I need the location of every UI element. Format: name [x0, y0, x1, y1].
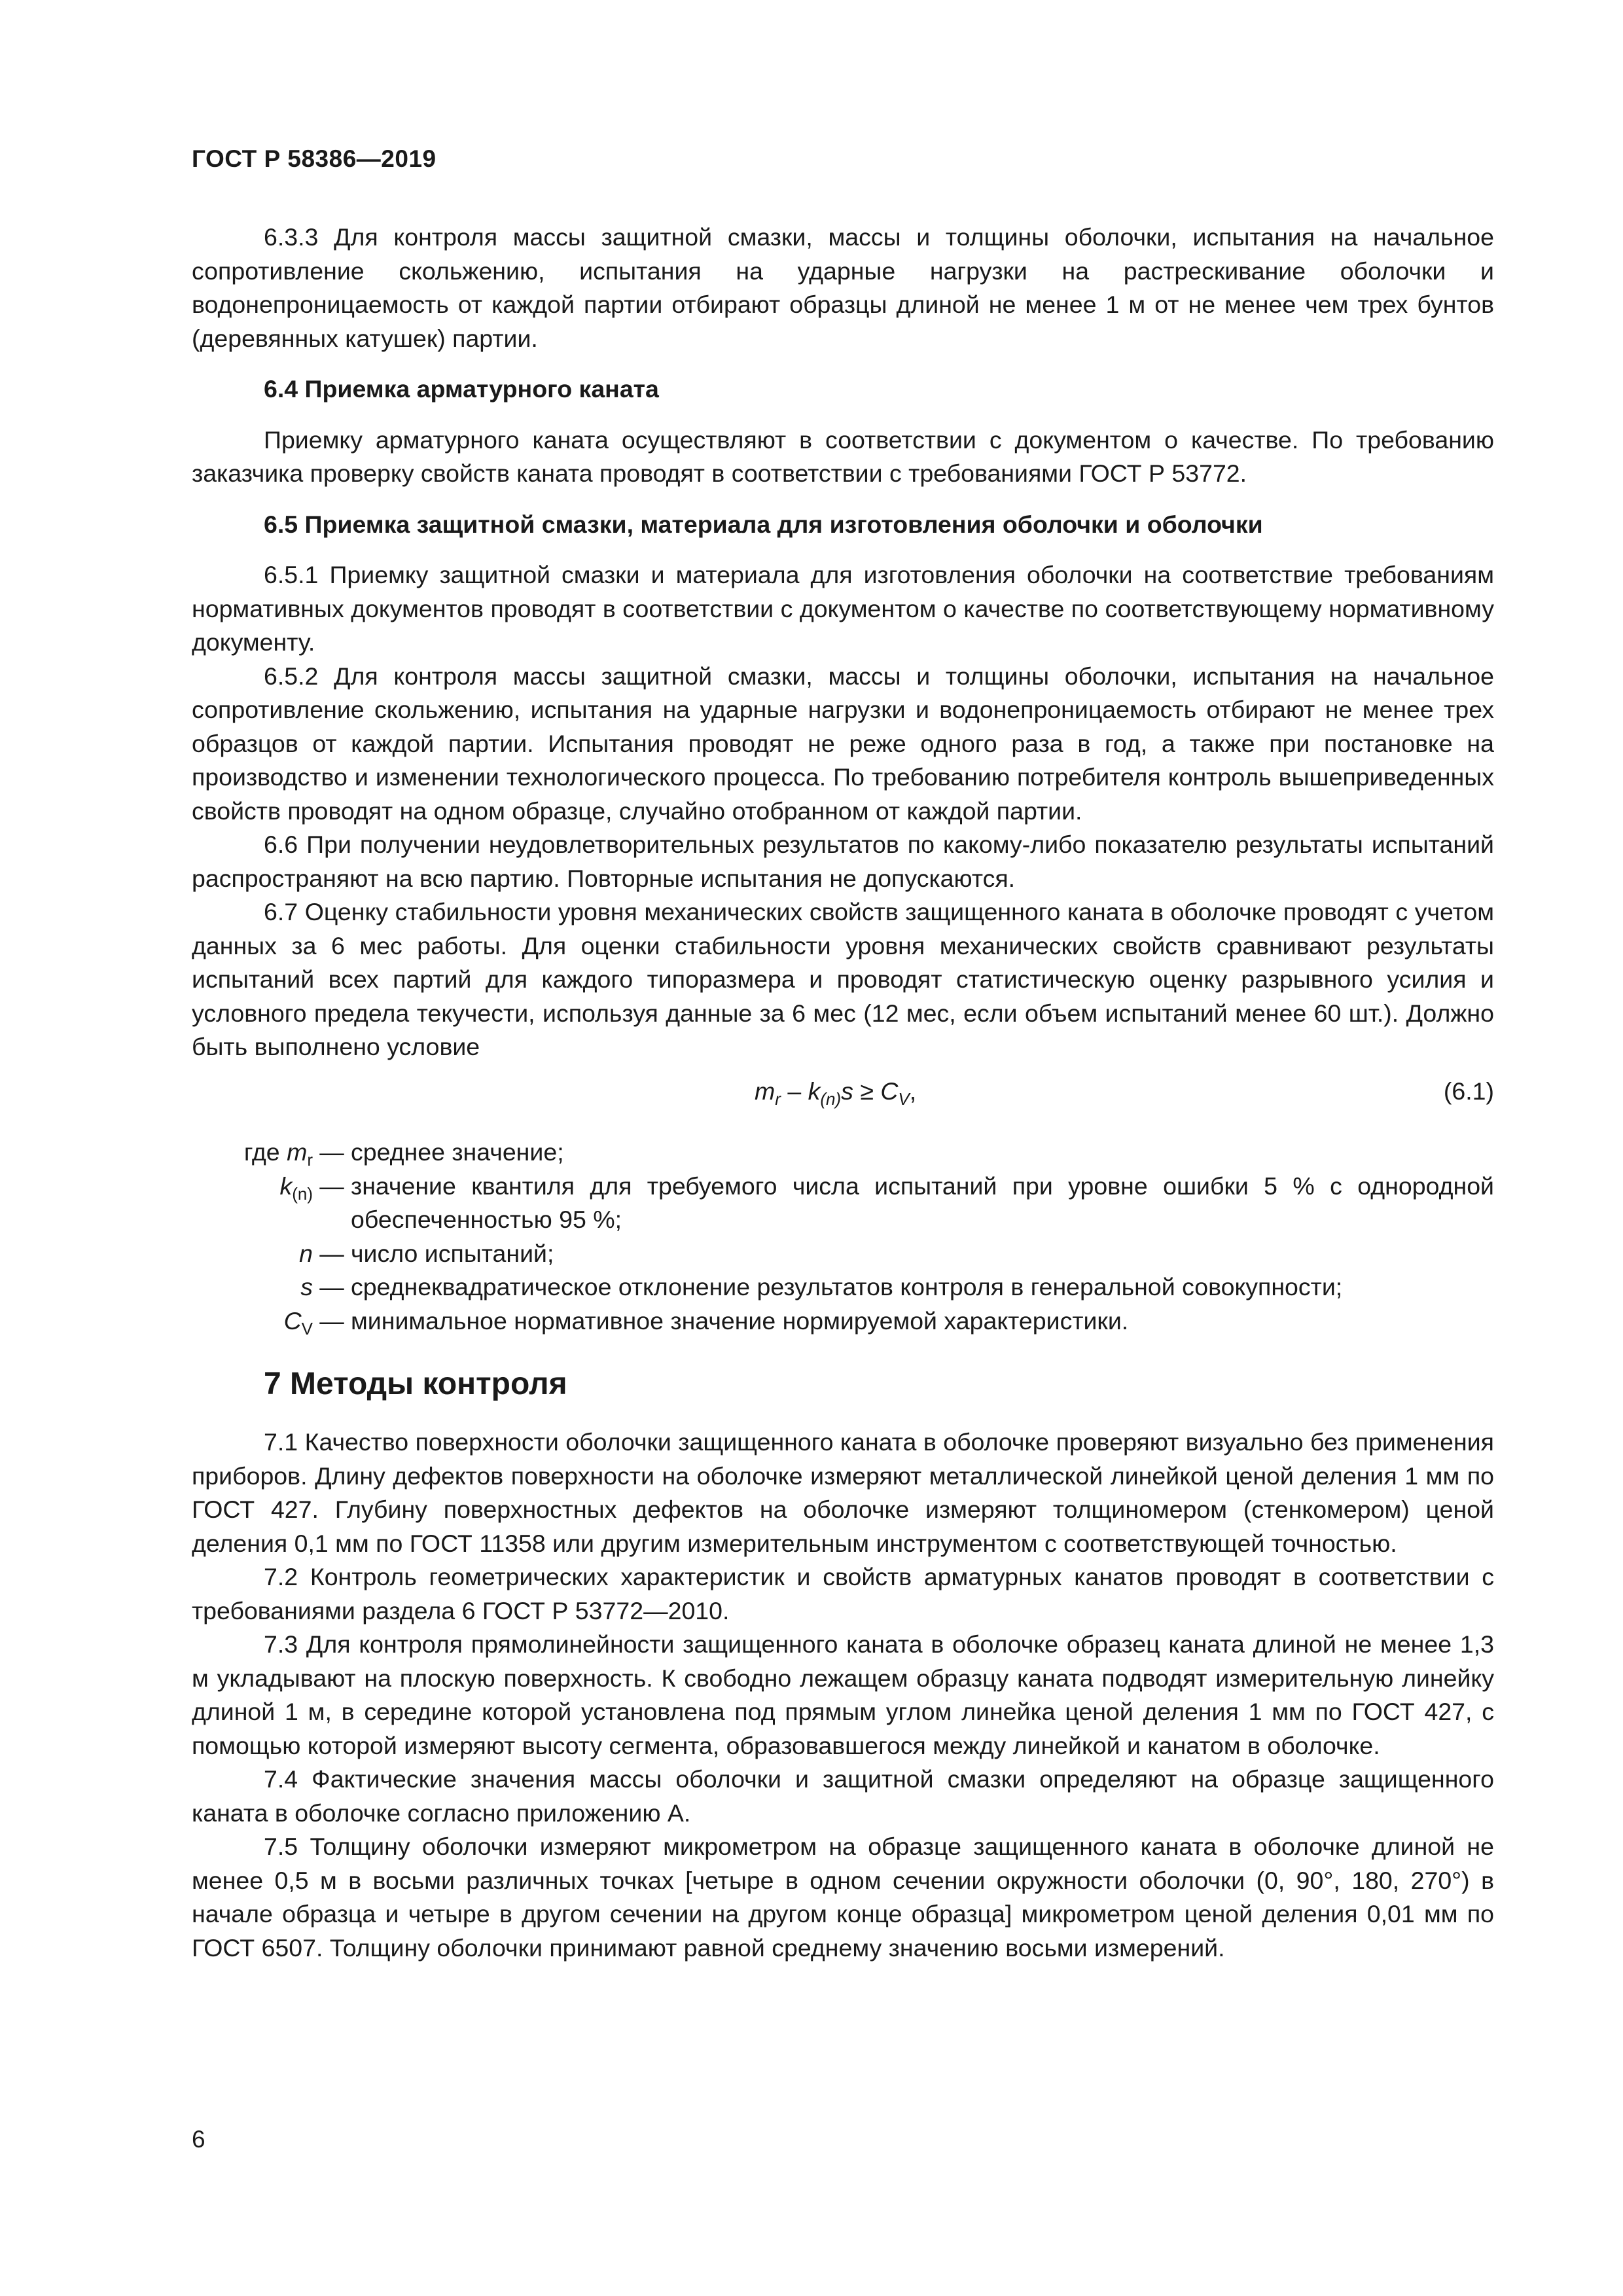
paragraph-6-6: 6.6 При получении неудовлетворительных результатов по какому-либо показателю результаты испытаний распространяют на всю партию. Повторные испытания не допускаются. [192, 831, 1494, 892]
definition-row: $C_V$ — минимальное нормативное значение нормируемой характеристики. [192, 1304, 1494, 1338]
definition-row: s — среднеквадратическое отклонение результатов контроля в генеральной совокупности; [192, 1270, 1494, 1304]
formula-definitions [192, 1136, 1494, 1338]
section-6-text [192, 221, 1494, 1064]
section-7-title: 7 Методы контроля [264, 1367, 567, 1401]
definition-row: где $m_r$ — среднее значение; [192, 1136, 1494, 1170]
definition-text: среднеквадратическое отклонение результатов контроля в генеральной совокупности; [351, 1273, 1343, 1300]
definition-text: минимальное нормативное значение нормируемой характеристики. [351, 1306, 1129, 1335]
paragraph-7-1: 7.1 Качество поверхности оболочки защищенного каната в оболочке проверяют визуально без применения приборов. Длину дефектов поверхности на оболочке измеряют металлической линейкой ценой деления 1 мм по ГОСТ 427. Глубину поверхностных дефектов на оболочке измеряют толщиномером (стенкомером) ценой деления 0,1 мм по ГОСТ 11358 или другим измерительным инструментом с соответствующей точностью. [192, 1428, 1494, 1557]
definition-text: среднее значение; [351, 1138, 564, 1166]
definition-row: n — число испытаний; [192, 1237, 1494, 1271]
definition-row: $k_{(n)}$ — значение квантиля для требуемого числа испытаний при уровне ошибки 5 % с однородной обеспеченностью 95 %; [192, 1170, 1494, 1237]
heading-6-4: 6.4 Приемка арматурного каната [264, 375, 659, 403]
definition-text: число испытаний; [351, 1239, 554, 1267]
formula-expression: $m_r - k_{(n)}s \ge C_V$, [755, 1077, 917, 1109]
definition-text: значение квантиля для требуемого числа испытаний при уровне ошибки 5 % с однородной обеспеченностью 95 %; [351, 1172, 1494, 1233]
definitions-lead: где [243, 1138, 280, 1166]
paragraph-7-3: 7.3 Для контроля прямолинейности защищенного каната в оболочке образец каната длиной не менее 1,3 м укладывают на плоскую поверхность. К свободно лежащем образцу каната подводят измерительную линейку длиной 1 м, в середине которой установлена под прямым углом линейка ценой деления 1 мм по ГОСТ 427, с помощью которой измеряют высоту сегмента, образовавшегося между линейкой и канатом в оболочке. [192, 1630, 1494, 1759]
paragraph-6-7: 6.7 Оценку стабильности уровня механических свойств защищенного каната в оболочке проводят с учетом данных за 6 мес работы. Для оценки стабильности уровня механических свойств сравнивают результаты испытаний всех партий для каждого типоразмера и проводят статистическую оценку разрывного усилия и условного предела текучести, используя данные за 6 мес (12 мес, если объем испытаний менее 60 шт.). Должно быть выполнено условие [192, 898, 1494, 1060]
paragraph-7-5: 7.5 Толщину оболочки измеряют микрометром на образце защищенного каната в оболочке длиной не менее 0,5 м в восьми различных точках [четыре в одном сечении окружности оболочки (0, 90°, 180, 270°) в начале образца и четыре в другом сечении на другом конце образца] микрометром ценой деления 0,01 мм по ГОСТ 6507. Толщину оболочки принимают равной среднему значению восьми измерений. [192, 1833, 1494, 1962]
paragraph-6-4: Приемку арматурного каната осуществляют в соответствии с документом о качестве. По требованию заказчика проверку свойств каната проводят в соответствии с требованиями ГОСТ Р 53772. [192, 425, 1494, 487]
paragraph-6-5-1: 6.5.1 Приемку защитной смазки и материала для изготовления оболочки на соответствие требованиям нормативных документов проводят в соответствии с документом о качестве по соответствующему нормативному документу. [192, 561, 1494, 656]
paragraph-6-3-3: 6.3.3 Для контроля массы защитной смазки, массы и толщины оболочки, испытания на начальное сопротивление скольжению, испытания на ударные нагрузки на растрескивание оболочки и водонепроницаемость от каждой партии отбирают образцы длиной не менее 1 м от не менее чем трех бунтов (деревянных катушек) партии. [192, 223, 1494, 352]
document-header: ГОСТ Р 58386—2019 [192, 145, 437, 172]
paragraph-6-5-2: 6.5.2 Для контроля массы защитной смазки, массы и толщины оболочки, испытания на начальное сопротивление скольжению, испытания на ударные нагрузки и водонепроницаемость отбирают не менее трех образцов от каждой партии. Испытания проводят не реже одного раза в год, а также при постановке на производство и изменении технологического процесса. По требованию потребителя контроль вышеприведенных свойств проводят на одном образце, случайно отобранном от каждой партии. [192, 662, 1494, 825]
heading-6-5: 6.5 Приемка защитной смазки, материала для изготовления оболочки и оболочки [264, 510, 1263, 538]
formula-number: (6.1) [1443, 1077, 1494, 1105]
page-number: 6 [192, 2126, 205, 2153]
section-7-text [192, 1426, 1494, 1965]
paragraph-7-4: 7.4 Фактические значения массы оболочки и защитной смазки определяют на образце защищенного каната в оболочке согласно приложению А. [192, 1765, 1494, 1827]
paragraph-7-2: 7.2 Контроль геометрических характеристик и свойств арматурных канатов проводят в соответствии с требованиями раздела 6 ГОСТ Р 53772—2010. [192, 1563, 1494, 1624]
